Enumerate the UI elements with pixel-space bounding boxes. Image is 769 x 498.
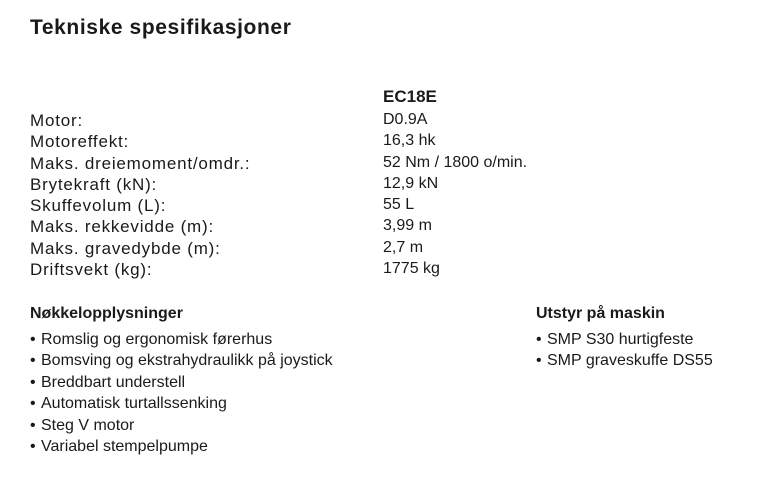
spec-value: D0.9A: [383, 111, 428, 128]
spec-row: [30, 196, 680, 217]
spec-row: [30, 154, 680, 175]
spec-label: Maks. gravedybde (m):: [30, 238, 221, 258]
spec-table: [30, 111, 680, 281]
spec-label: Motor:: [30, 111, 83, 130]
key-info-section: [30, 305, 333, 459]
key-info-list: [30, 331, 333, 459]
spec-value: 55 L: [383, 196, 415, 214]
spec-row: [30, 260, 680, 281]
model-header: EC18E: [383, 87, 437, 106]
spec-row: [30, 175, 680, 196]
list-item: • SMP S30 hurtigfeste: [536, 331, 713, 352]
spec-row: [30, 111, 680, 132]
list-item: • Automatisk turtallssenking: [30, 395, 333, 416]
spec-row: [30, 217, 680, 238]
list-item: • Romslig og ergonomisk førerhus: [30, 331, 333, 352]
equipment-section: [536, 305, 713, 374]
spec-label: Brytekraft (kN):: [30, 174, 158, 194]
key-info-heading: Nøkkelopplysninger: [30, 305, 183, 322]
spec-label: Driftsvekt (kg):: [30, 260, 153, 280]
page-title: Tekniske spesifikasjoner: [30, 16, 292, 39]
list-item: • Steg V motor: [30, 417, 333, 438]
spec-value: 16,3 hk: [383, 132, 436, 150]
equipment-list: [536, 331, 713, 374]
spec-value: 3,99 m: [383, 217, 432, 235]
list-item: • Breddbart understell: [30, 374, 333, 395]
spec-row: [30, 132, 680, 153]
spec-label: Skuffevolum (L):: [30, 196, 167, 216]
spec-value: 12,9 kN: [383, 174, 439, 192]
spec-value: 52 Nm / 1800 o/min.: [383, 153, 528, 171]
spec-label: Maks. dreiemoment/omdr.:: [30, 153, 251, 173]
list-item: • Bomsving og ekstrahydraulikk på joystick: [30, 352, 333, 373]
spec-value: 2,7 m: [383, 238, 424, 256]
list-item: • SMP graveskuffe DS55: [536, 352, 713, 373]
equipment-heading: Utstyr på maskin: [536, 305, 665, 322]
list-item: • Variabel stempelpumpe: [30, 438, 333, 459]
spec-label: Motoreffekt:: [30, 132, 130, 152]
spec-value: 1775 kg: [383, 260, 440, 278]
spec-row: [30, 239, 680, 260]
spec-label: Maks. rekkevidde (m):: [30, 217, 215, 237]
